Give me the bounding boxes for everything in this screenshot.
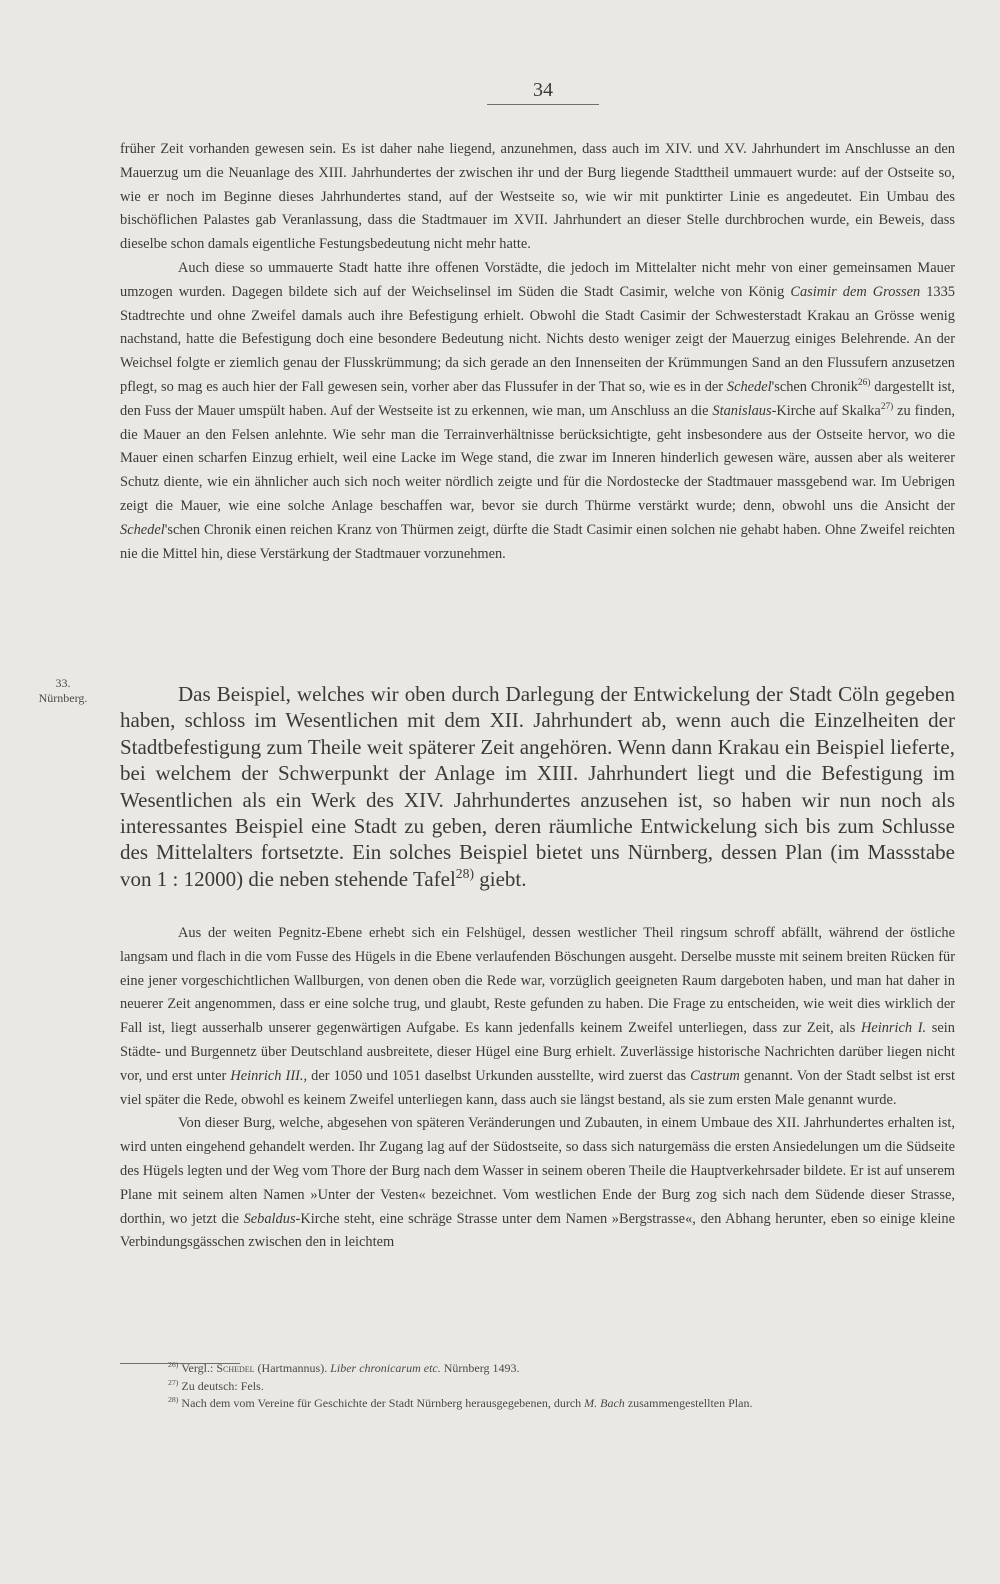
footnote: $^{28)}$ Nach dem vom Vereine für Geschichte der Stadt Nürnberg herausgegebenen, durch M. Bach zusammengestellten Plan. [168, 1395, 753, 1410]
paragraph: Das Beispiel, welches wir oben durch Darlegung der Entwickelung der Stadt Cöln gegeben haben, schloss im Wesentlichen mit dem XII. Jahrhundert ab, wenn auch die Einzelheiten der Stadtbefestigung zum Theile weit späterer Zeit angehören. Wenn dann Krakau ein Beispiel lieferte, bei welchem der Schwerpunkt der Anlage im XIII. Jahrhundert liegt und die Befestigung im Wesentlichen als ein Werk des XIV. Jahrhundertes anzusehen ist, so haben wir nun noch als interessantes Beispiel eine Stadt zu geben, deren räumliche Entwickelung sich bis zum Schlusse des Mittelalters fortsetzte. Ein solches Beispiel bietet uns Nürnberg, dessen Plan (im Massstabe von 1 : 12000) die neben stehende Tafel$^{28)}$ giebt. [120, 682, 955, 891]
paragraph: Auch diese so ummauerte Stadt hatte ihre offenen Vorstädte, die jedoch im Mittelalter nicht mehr von einer gemeinsamen Mauer umzogen wurden. Dagegen bildete sich auf der Weichselinsel im Süden die Stadt Casimir, welche von König Casimir dem Grossen 1335 Stadtrechte und ohne Zweifel damals auch ihre Befestigung erhielt. Obwohl die Stadt Casimir der Schwesterstadt Krakau an Grösse wenig nachstand, hatte die Befestigung doch eine besondere Bedeutung nicht. Nichts desto weniger zeigt der Mauerzug einiges Belehrende. An der Weichsel folgte er ziemlich genau der Flusskrümmung; da sich gerade an den Innenseiten der Krümmungen Sand an den Flussufern anzusetzen pflegt, so mag es auch hier der Fall gewesen sein, vorher aber das Flussufer in der That so, wie es in der Schedel'schen Chronik$^{26)}$ dargestellt ist, den Fuss der Mauer umspült haben. Auf der Westseite ist zu erkennen, wie man, um Anschluss an die Stanislaus-Kirche auf Skalka$^{27)}$ zu finden, die Mauer an den Felsen anlehnte. Wie sehr man die Terrainverhältnisse berücksichtigte, geht insbesondere aus der Ostseite hervor, wo die Mauer einen scharfen Einzug erhielt, weil eine Lacke im Wege stand, die zwar im Inneren hinderlich gewesen wäre, aussen aber als weiterer Schutz diente, wie ein ähnlicher auch sich noch weiter nördlich zeigte und für die Nordostecke der Stadtmauer massgebend war. Im Uebrigen zeigt die Mauer, wie eine solche Anlage beschaffen war, bevor sie durch Thürme verstärkt wurde; denn, obwohl uns die Ansicht der Schedel'schen Chronik einen reichen Kranz von Thürmen zeigt, dürfte die Stadt Casimir einen solchen nie gehabt haben. Ohne Zweifel reichten nie die Mittel hin, diese Verstärkung der Stadtmauer vorzunehmen. [120, 259, 955, 562]
paragraph: Aus der weiten Pegnitz-Ebene erhebt sich ein Felshügel, dessen westlicher Theil ringsum schroff abfällt, während der östliche langsam und flach in die vom Fusse des Hügels in die Ebene verlaufenden Böschungen ausgeht. Derselbe musste mit seinem breiten Rücken für eine jener vorgeschichtlichen Wallburgen, von denen oben die Rede war, vorzüglich geeigneten Raum dargeboten haben, und man hat daher in neuerer Zeit angenommen, dass er eine solche trug, und glaubt, Reste gefunden zu haben. Die Frage zu entscheiden, wie weit dies wirklich der Fall ist, liegt ausserhalb unserer gegenwärtigen Aufgabe. Es kann jedenfalls keinem Zweifel unterliegen, dass zur Zeit, als Heinrich I. sein Städte- und Burgennetz über Deutschland ausbreitete, dieser Hügel eine Burg erhielt. Zuverlässige historische Nachrichten darüber liegen nicht vor, und erst unter Heinrich III., der 1050 und 1051 daselbst Urkunden ausstellte, wird zuerst das Castrum genannt. Von der Stadt selbst ist erst viel später die Rede, obwohl es keinem Zweifel unterliegen kann, dass auch sie längst bestand, als sie zum ersten Male genannt wurde. [120, 925, 955, 1108]
footnote-ref: 27) [880, 401, 894, 412]
paragraph: Von dieser Burg, welche, abgesehen von späteren Veränderungen und Zubauten, in einem Umbaue des XII. Jahrhundertes erhalten ist, wird unten eingehend gehandelt werden. Ihr Zugang lag auf der Südostseite, so dass sich naturgemäss die ersten Ansiedelungen um die Südseite des Hügels legten und der Weg vom Thore der Burg nach dem Wasser in seinem oberen Theile die Hauptverkehrsader bildete. Er ist auf unserem Plane mit seinem alten Namen »Unter der Vesten« bezeichnet. Vom westlichen Ende der Burg zog sich nach dem Südende dieser Strasse, dorthin, wo jetzt die Sebaldus-Kirche steht, eine schräge Strasse unter dem Namen »Bergstrasse«, den Abhang herunter, eben so einige kleine Verbindungsgässchen zwischen den in leichtem [120, 1115, 955, 1251]
margin-note-title: Nürnberg. [38, 691, 88, 705]
footnote-ref: 26) [858, 378, 871, 389]
body-section-nuernberg [120, 922, 955, 1255]
margin-note-number: 33. [55, 676, 71, 690]
body-section-nuernberg-intro [120, 681, 955, 892]
page-number: 34 [487, 78, 599, 105]
footnotes [168, 1360, 968, 1413]
margin-note [28, 676, 98, 706]
body-section-krakau [120, 138, 955, 566]
footnote: $^{27)}$ Zu deutsch: Fels. [168, 1377, 264, 1393]
footnote-ref: 28) [455, 865, 474, 881]
paragraph: früher Zeit vorhanden gewesen sein. Es ist daher nahe liegend, anzunehmen, dass auch im XIV. und XV. Jahrhundert im Anschlusse an den Mauerzug um die Neuanlage des XIII. Jahrhundertes der zwischen ihr und der Burg liegende Stadttheil ummauert wurde: auf der Ostseite so, wie er noch im Beginne dieses Jahrhundertes stand, auf der Westseite so, wie wir mit punktirter Linie es angedeutet. Ein Umbau des bischöflichen Palastes gab Veranlassung, dass die Stadtmauer im XVII. Jahrhundert an dieser Stelle durchbrochen wurde, ein Beweis, dass dieselbe schon damals eigentliche Festungsbedeutung nicht mehr hatte. [120, 141, 955, 253]
footnote: $^{26)}$ Vergl.: Schedel (Hartmannus). Liber chronicarum etc. Nürnberg 1493. [168, 1360, 520, 1375]
